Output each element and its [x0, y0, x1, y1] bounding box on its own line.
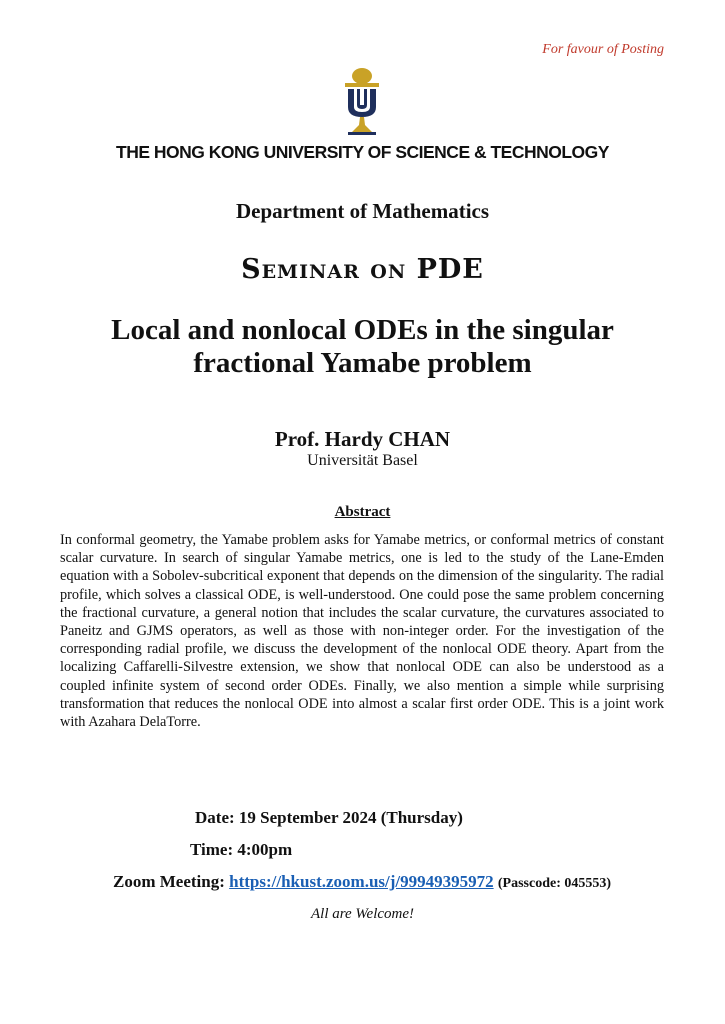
zoom-meeting-line [113, 872, 611, 892]
department-name: Department of Mathematics [235, 199, 490, 223]
zoom-label: Zoom Meeting: [113, 872, 225, 891]
seminar-time: Time: 4:00pm [190, 840, 293, 859]
seminar-series-title: Seminar on PDE [241, 254, 484, 285]
seminar-date: Date: 19 September 2024 (Thursday) [195, 808, 463, 827]
hkust-logo [340, 65, 384, 135]
talk-title: Local and nonlocal ODEs in the singular fractional Yamabe problem [111, 314, 614, 379]
speaker-affiliation: Universität Basel [307, 452, 418, 469]
zoom-link[interactable]: https://hkust.zoom.us/j/99949395972 [229, 872, 494, 891]
speaker-name: Prof. Hardy CHAN [274, 427, 451, 451]
abstract-body: In conformal geometry, the Yamabe problem asks for Yamabe metrics, or conformal metrics of constant scalar curvature. In search of singular Yamabe metrics, one is led to the study of the Lane-Emden equation with a Sobolev-subcritical exponent that depends on the dimension of the singularity. The radial profile, which solves a classical ODE, is well-understood. One could pose the same problem concerning the fractional curvature, a general notion that includes the scalar curvature, the curvatures associated to Paneitz and GJMS operators, as well as those with non-integer order. For the investigation of the corresponding radial profile, we discuss the development of the nonlocal ODE theory. Apart from the localizing Caffarelli-Silvestre extension, we show that nonlocal ODE can also be understood as a coupled infinite system of second order ODEs. Finally, we also mention a simple while surprising transformation that reduces the nonlocal ODE into almost a scalar first order ODE. This is a joint work with Azahara DelaTorre. [60, 532, 664, 731]
zoom-passcode: (Passcode: 045553) [497, 876, 612, 891]
welcome-note: All are Welcome! [310, 906, 415, 922]
posting-note: For favour of Posting [542, 42, 664, 57]
university-name: THE HONG KONG UNIVERSITY OF SCIENCE & TECHNOLOGY [116, 142, 609, 162]
abstract-heading: Abstract [334, 504, 391, 520]
